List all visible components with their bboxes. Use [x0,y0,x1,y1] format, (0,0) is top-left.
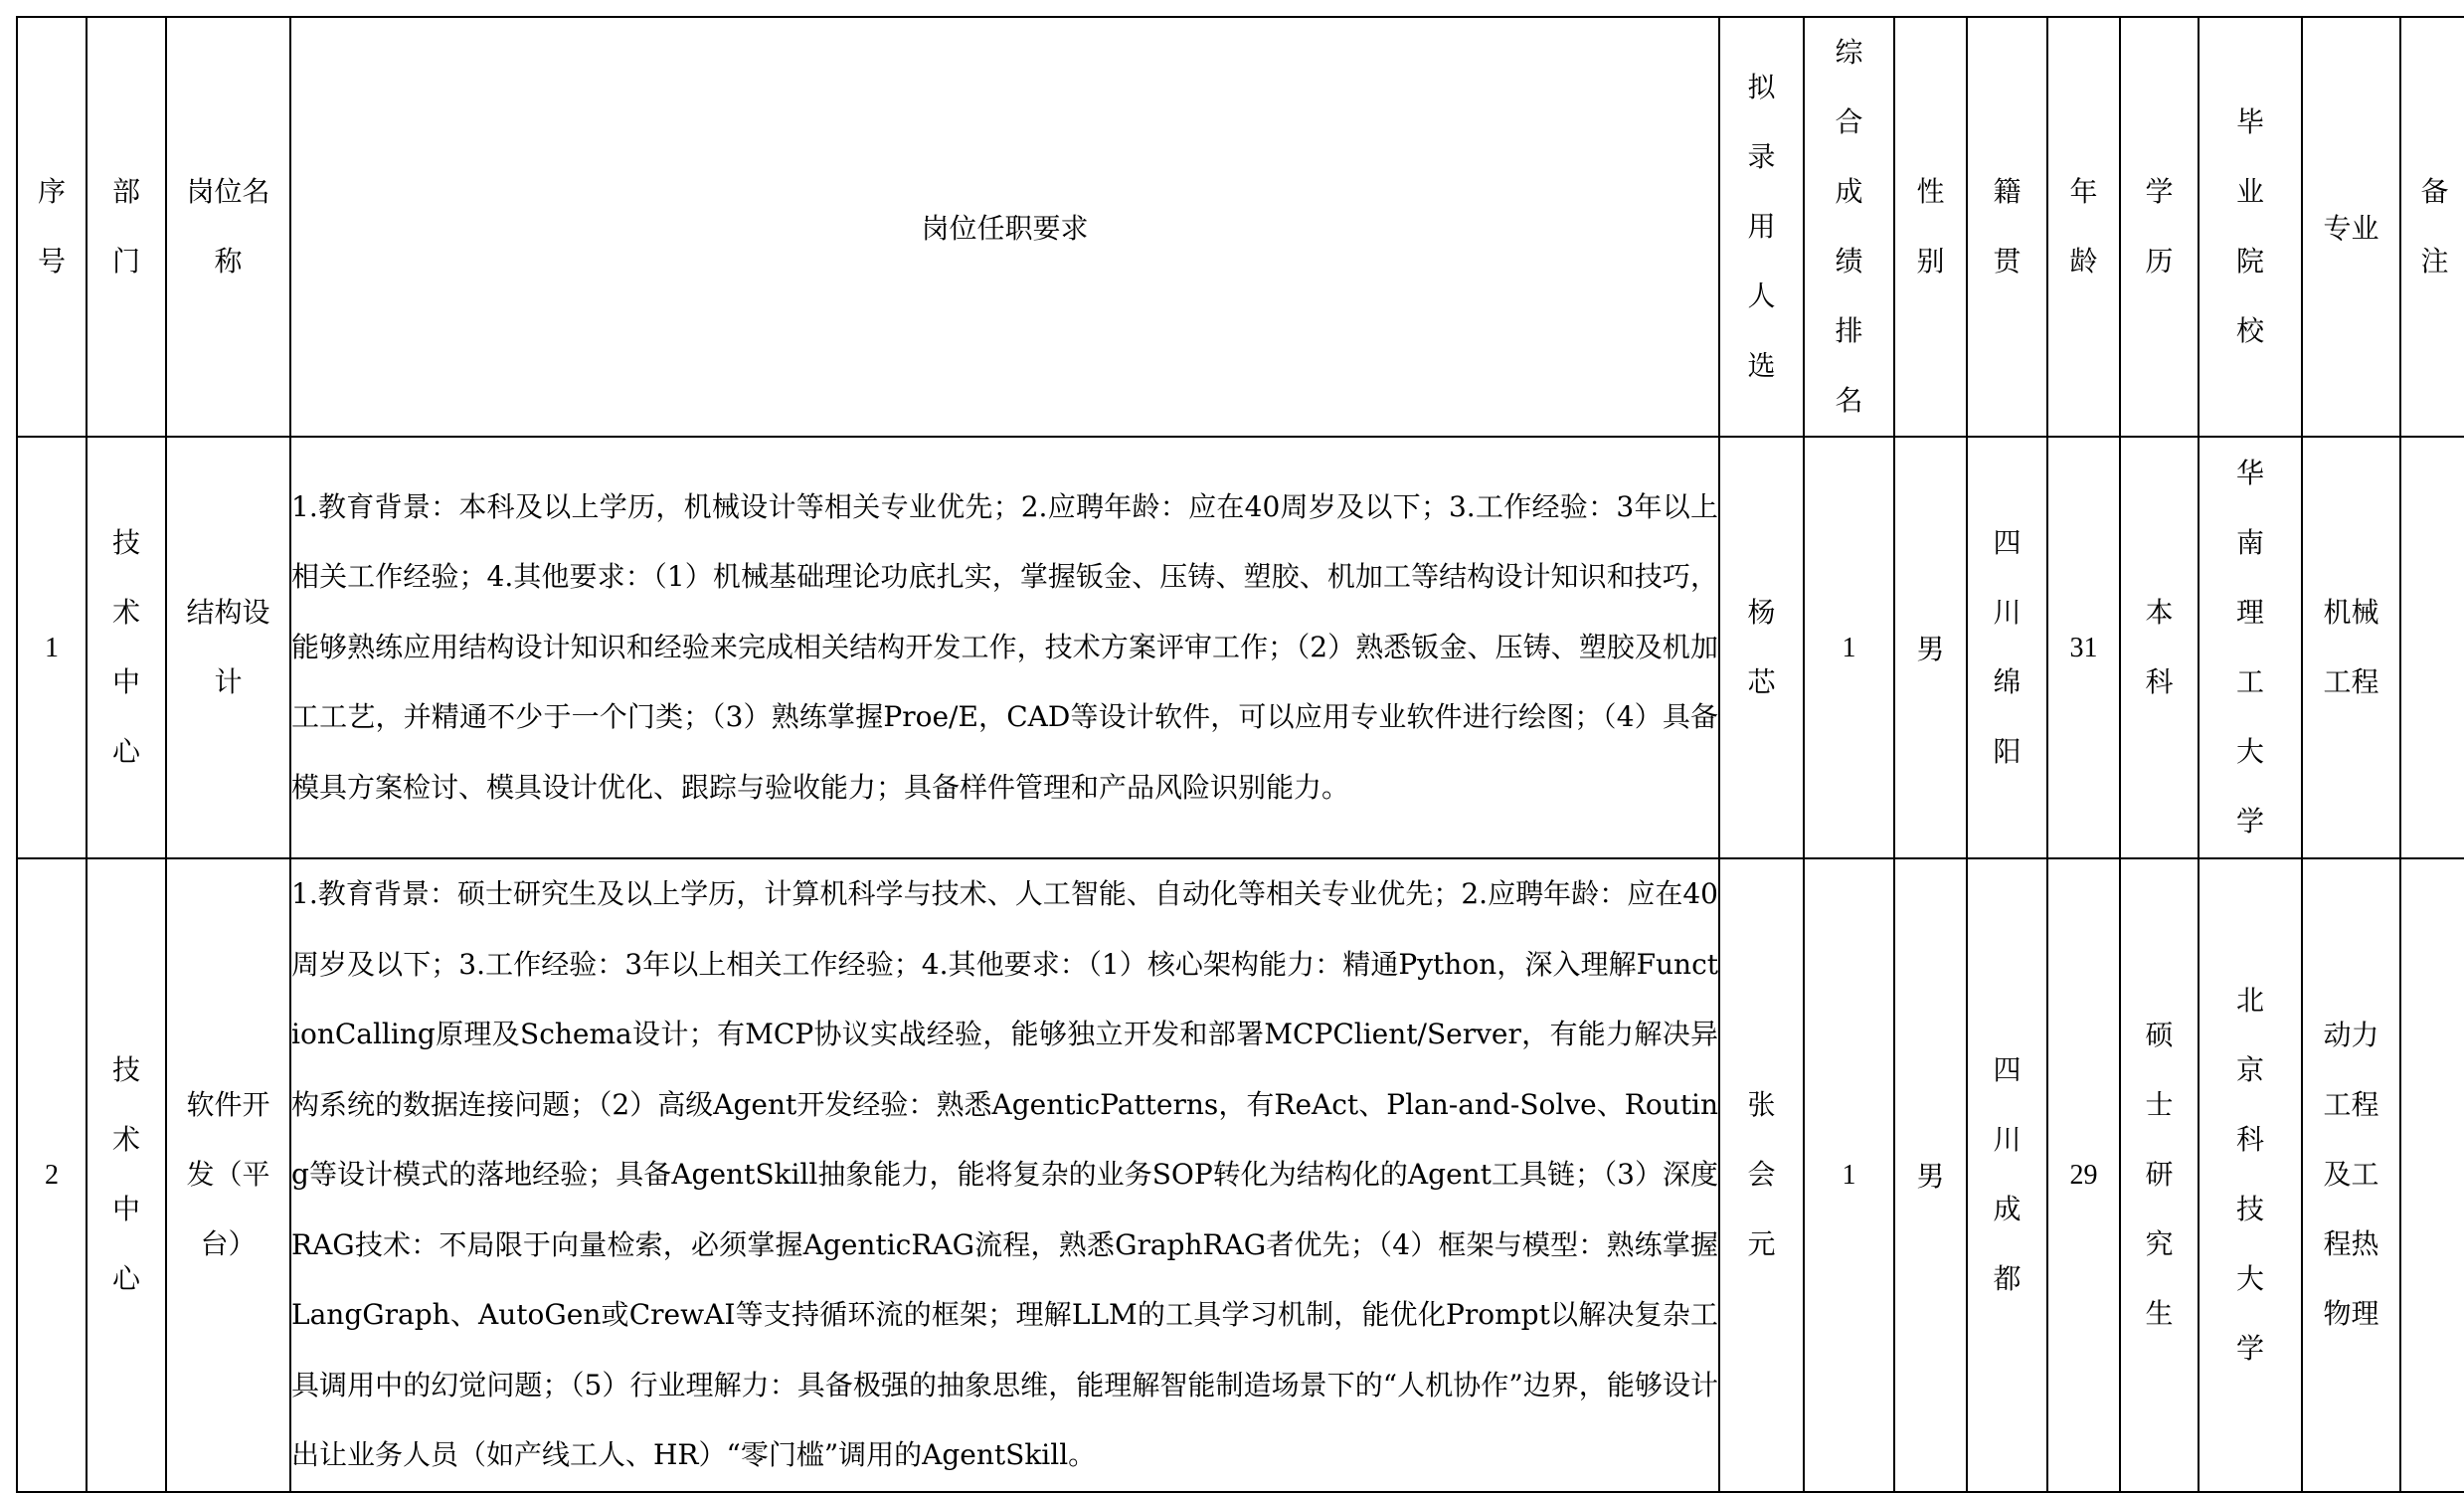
header-origin: 籍贯 [1967,17,2047,437]
cell-requirements: 1.教育背景：本科及以上学历，机械设计等相关专业优先；2.应聘年龄：应在40周岁及以下；3.工作经验：3年以上相关工作经验；4.其他要求：（1）机械基础理论功底扎实，掌握钣金、压铸、塑胶、机加工等结构设计知识和技巧，能够熟练应用结构设计知识和经验来完成相关结构开发工作，技术方案评审工作；（2）熟悉钣金、压铸、塑胶及机加工工艺，并精通不少于一个门类；（3）熟练掌握Proe/E，CAD等设计软件，可以应用专业软件进行绘图；（4）具备模具方案检讨、模具设计优化、跟踪与验收能力；具备样件管理和产品风险识别能力。 [290,437,1719,858]
cell-seq: 1 [17,437,87,858]
cell-gender: 男 [1894,437,1967,858]
cell-major: 动力工程及工程热物理 [2302,858,2400,1492]
cell-age: 29 [2047,858,2120,1492]
header-row [17,17,2464,437]
cell-dept: 技术中心 [87,437,166,858]
cell-remark [2400,437,2464,858]
cell-education: 硕士研究生 [2120,858,2199,1492]
cell-candidate: 杨芯 [1719,437,1804,858]
recruitment-table [16,16,2464,1493]
header-candidate: 拟录用人选 [1719,17,1804,437]
cell-school: 华南理工大学 [2199,437,2302,858]
cell-school: 北京科技大学 [2199,858,2302,1492]
header-education: 学历 [2120,17,2199,437]
cell-rank: 1 [1804,437,1894,858]
header-remark: 备注 [2400,17,2464,437]
header-gender: 性别 [1894,17,1967,437]
cell-remark [2400,858,2464,1492]
cell-dept: 技术中心 [87,858,166,1492]
header-seq: 序号 [17,17,87,437]
cell-position: 软件开发（平台） [166,858,290,1492]
header-school: 毕业院校 [2199,17,2302,437]
cell-origin: 四川绵阳 [1967,437,2047,858]
cell-candidate: 张会元 [1719,858,1804,1492]
header-position: 岗位名称 [166,17,290,437]
header-major: 专业 [2302,17,2400,437]
cell-rank: 1 [1804,858,1894,1492]
cell-requirements: 1.教育背景：硕士研究生及以上学历，计算机科学与技术、人工智能、自动化等相关专业优先；2.应聘年龄：应在40周岁及以下；3.工作经验：3年以上相关工作经验；4.其他要求：（1）核心架构能力：精通Python，深入理解FunctionCalling原理及Schema设计；有MCP协议实战经验，能够独立开发和部署MCPClient/Server，有能力解决异构系统的数据连接问题；（2）高级Agent开发经验：熟悉AgenticPatterns，有ReAct、Plan-and-Solve、Routing等设计模式的落地经验；具备AgentSkill抽象能力，能将复杂的业务SOP转化为结构化的Agent工具链；（3）深度RAG技术：不局限于向量检索，必须掌握AgenticRAG流程，熟悉GraphRAG者优先；（4）框架与模型：熟练掌握LangGraph、AutoGen或CrewAI等支持循环流的框架；理解LLM的工具学习机制，能优化Prompt以解决复杂工具调用中的幻觉问题；（5）行业理解力：具备极强的抽象思维，能理解智能制造场景下的“人机协作”边界，能够设计出让业务人员（如产线工人、HR）“零门槛”调用的AgentSkill。 [290,858,1719,1492]
cell-position: 结构设计 [166,437,290,858]
cell-age: 31 [2047,437,2120,858]
cell-education: 本科 [2120,437,2199,858]
header-age: 年龄 [2047,17,2120,437]
cell-seq: 2 [17,858,87,1492]
table-row [17,858,2464,1492]
header-rank: 综合成绩排名 [1804,17,1894,437]
cell-gender: 男 [1894,858,1967,1492]
table-row [17,437,2464,858]
header-dept: 部门 [87,17,166,437]
cell-major: 机械工程 [2302,437,2400,858]
header-requirements: 岗位任职要求 [290,17,1719,437]
cell-origin: 四川成都 [1967,858,2047,1492]
